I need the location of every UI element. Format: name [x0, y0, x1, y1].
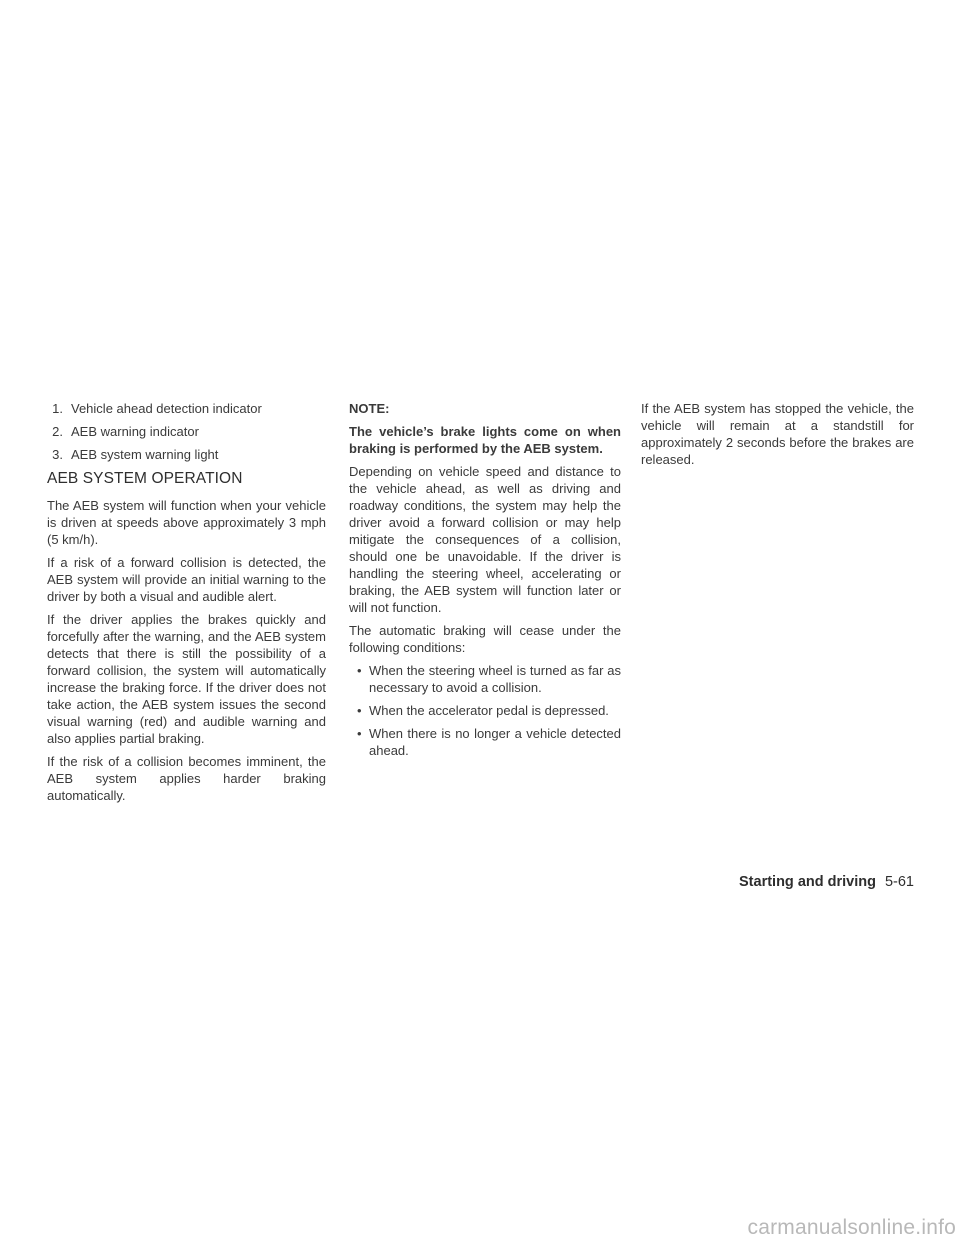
- legend-text: Vehicle ahead detection indicator: [71, 401, 262, 416]
- bullet-icon: •: [357, 703, 362, 718]
- paragraph: If the risk of a collision becomes imminent, the AEB system applies harder braking automatically.: [47, 754, 326, 803]
- list-item-text: When the accelerator pedal is depressed.: [369, 703, 609, 718]
- note-text: The vehicle’s brake lights come on when braking is performed by the AEB system.: [349, 424, 621, 456]
- list-item-text: When the steering wheel is turned as far as necessary to avoid a collision.: [369, 663, 621, 695]
- legend-item: [47, 400, 326, 417]
- list-item: [349, 725, 621, 759]
- paragraph: The AEB system will function when your vehicle is driven at speeds above approximately 3 mph (5 km/h).: [47, 498, 326, 547]
- paragraph: If the AEB system has stopped the vehicle, the vehicle will remain at a standstill for approximately 2 seconds before the brakes are released.: [641, 401, 914, 467]
- page-footer: [739, 874, 914, 890]
- column-middle: [349, 400, 621, 765]
- legend-number: 3.: [52, 447, 63, 462]
- column-right: [641, 400, 914, 474]
- legend-item: [47, 423, 326, 440]
- legend-number: 2.: [52, 424, 63, 439]
- list-item: [349, 702, 621, 719]
- conditions-list: [349, 662, 621, 759]
- watermark: carmanualsonline.info: [747, 1216, 956, 1239]
- section-heading: AEB SYSTEM OPERATION: [47, 470, 243, 487]
- note-label: NOTE:: [349, 401, 390, 416]
- legend-text: AEB warning indicator: [71, 424, 199, 439]
- list-item-text: When there is no longer a vehicle detected ahead.: [369, 726, 621, 758]
- paragraph: If a risk of a forward collision is detected, the AEB system will provide an initial warning to the driver by both a visual and audible alert.: [47, 555, 326, 604]
- legend-text: AEB system warning light: [71, 447, 219, 462]
- bullet-icon: •: [357, 663, 362, 678]
- column-left: [47, 400, 326, 810]
- paragraph: If the driver applies the brakes quickly and forcefully after the warning, and the AEB system detects that there is still the possibility of a forward collision, the system will automatically increase the braking force. If the driver does not take action, the AEB system issues the second visual warning (red) and audible warning and also applies partial braking.: [47, 612, 326, 746]
- list-item: [349, 662, 621, 696]
- paragraph: Depending on vehicle speed and distance to the vehicle ahead, as well as driving and roadway conditions, the system may help the driver avoid a forward collision or may help mitigate the consequences of a collision, should one be unavoidable. If the driver is handling the steering wheel, accelerating or braking, the AEB system will function later or will not function.: [349, 464, 621, 615]
- page-number: 5-61: [884, 874, 914, 890]
- footer-section-title: Starting and driving: [739, 874, 876, 890]
- paragraph: The automatic braking will cease under the following conditions:: [349, 623, 621, 655]
- legend-item: [47, 446, 326, 463]
- indicator-legend: [47, 400, 326, 463]
- legend-number: 1.: [52, 401, 63, 416]
- bullet-icon: •: [357, 726, 362, 741]
